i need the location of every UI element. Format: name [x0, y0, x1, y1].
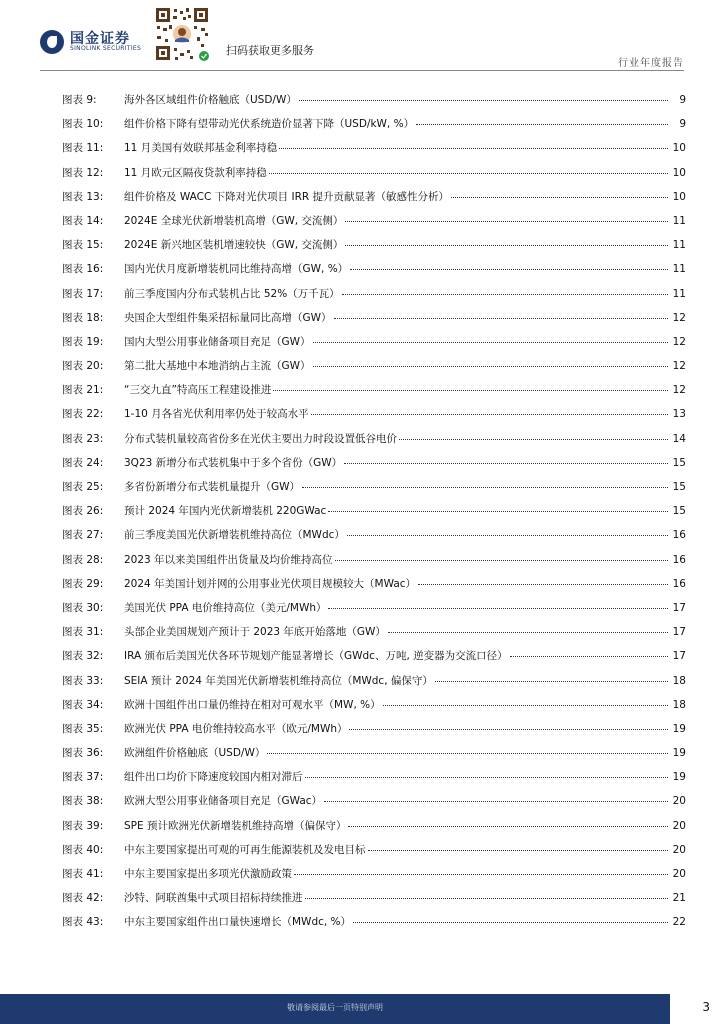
toc-entry-label: 图表 30: — [62, 601, 104, 614]
toc-entry-title: 分布式装机量较高省份多在光伏主要出力时段设置低谷电价 — [124, 432, 397, 445]
qr-caption: 扫码获取更多服务 — [226, 44, 314, 57]
toc-entry-title: 11 月欧元区隔夜贷款利率持稳 — [124, 166, 267, 179]
footer-disclaimer: 敬请参阅最后一页特别声明 — [287, 1003, 383, 1012]
toc-entry-page: 22 — [672, 916, 686, 929]
toc-entry-label: 图表 22: — [62, 408, 104, 421]
toc-dot-leader — [418, 584, 668, 585]
toc-entry[interactable] — [62, 334, 686, 358]
toc-dot-leader — [313, 366, 668, 367]
toc-entry-title: 前三季度国内分布式装机占比 52%（万千瓦） — [124, 287, 340, 300]
toc-entry-page: 16 — [672, 529, 686, 542]
toc-entry-page: 14 — [672, 432, 686, 445]
toc-dot-leader — [334, 318, 668, 319]
toc-entry-title: 美国光伏 PPA 电价维持高位（美元/MWh） — [124, 601, 327, 614]
toc-entry-label: 图表 23: — [62, 432, 104, 445]
toc-entry-page: 17 — [672, 601, 686, 614]
toc-entry[interactable] — [62, 890, 686, 914]
toc-entry-page: 18 — [672, 698, 686, 711]
toc-entry-title: SEIA 预计 2024 年美国光伏新增装机维持高位（MWdc, 偏保守） — [124, 674, 433, 687]
toc-dot-leader — [311, 414, 668, 415]
toc-entry[interactable] — [62, 842, 686, 866]
toc-entry-label: 图表 18: — [62, 311, 104, 324]
toc-entry[interactable] — [62, 745, 686, 769]
toc-entry-title: 中东主要国家提出多项光伏激励政策 — [124, 868, 292, 880]
toc-dot-leader — [388, 632, 668, 633]
toc-entry-label: 图表 40: — [62, 843, 104, 856]
toc-dot-leader — [435, 681, 668, 682]
toc-entry-page: 20 — [672, 795, 686, 808]
toc-dot-leader — [279, 148, 668, 149]
toc-dot-leader — [342, 294, 668, 295]
toc-dot-leader — [353, 922, 668, 923]
toc-entry-page: 16 — [672, 553, 686, 566]
logo-chinese-name: 国金证券 — [70, 30, 130, 47]
toc-entry-label: 图表 32: — [62, 650, 104, 663]
toc-entry-title: IRA 颁布后美国光伏各环节规划产能显著增长（GWdc、万吨, 逆变器为交流口径） — [124, 650, 508, 663]
toc-entry-title: 2024E 新兴地区装机增速较快（GW, 交流侧） — [124, 239, 344, 252]
toc-entry[interactable] — [62, 503, 686, 527]
sinolink-logo — [40, 30, 141, 54]
qr-code-icon[interactable] — [154, 6, 210, 62]
toc-entry-label: 图表 14: — [62, 214, 104, 227]
toc-dot-leader — [328, 608, 668, 609]
toc-entry-page: 19 — [672, 722, 686, 735]
toc-entry[interactable] — [62, 189, 686, 213]
toc-entry-page: 11 — [672, 287, 686, 300]
toc-entry-title: 欧洲大型公用事业储备项目充足（GWac） — [124, 795, 323, 808]
toc-entry[interactable] — [62, 600, 686, 624]
toc-entry[interactable] — [62, 140, 686, 164]
toc-entry[interactable] — [62, 697, 686, 721]
toc-dot-leader — [383, 705, 668, 706]
toc-entry-title: 前三季度美国光伏新增装机维持高位（MWdc） — [124, 529, 345, 542]
toc-entry-page: 11 — [672, 263, 686, 276]
toc-entry-title: 2024 年美国计划并网的公用事业光伏项目规模较大（MWac） — [124, 577, 417, 590]
toc-entry-page: 10 — [672, 142, 686, 155]
toc-entry[interactable] — [62, 818, 686, 842]
toc-dot-leader — [348, 826, 668, 827]
toc-entry-label: 图表 37: — [62, 771, 104, 784]
toc-entry-page: 15 — [672, 456, 686, 469]
toc-entry-label: 图表 28: — [62, 553, 104, 566]
toc-entry-label: 图表 39: — [62, 819, 104, 832]
toc-entry[interactable] — [62, 237, 686, 261]
toc-entry-title: 组件价格及 WACC 下降对光伏项目 IRR 提升贡献显著（敏感性分析） — [124, 190, 450, 203]
toc-entry[interactable] — [62, 648, 686, 672]
toc-dot-leader — [294, 874, 668, 875]
toc-entry[interactable] — [62, 261, 686, 285]
toc-entry-page: 9 — [679, 118, 686, 131]
toc-entry-label: 图表 29: — [62, 577, 104, 590]
toc-entry-title: 央国企大型组件集采招标量同比高增（GW） — [124, 311, 332, 324]
toc-entry-label: 图表 12: — [62, 166, 104, 179]
toc-entry-title: 3Q23 新增分布式装机集中于多个省份（GW） — [124, 456, 343, 469]
toc-entry-label: 图表 35: — [62, 722, 104, 735]
toc-dot-leader — [416, 124, 668, 125]
toc-entry[interactable] — [62, 479, 686, 503]
toc-entry-page: 20 — [672, 868, 686, 880]
toc-entry-title: 2023 年以来美国组件出货量及均价维持高位 — [124, 553, 333, 566]
toc-entry[interactable] — [62, 431, 686, 455]
toc-entry-page: 19 — [672, 771, 686, 784]
toc-entry-label: 图表 19: — [62, 335, 104, 348]
toc-entry-label: 图表 9: — [62, 94, 97, 106]
toc-entry-title: “三交九直”特高压工程建设推进 — [124, 384, 272, 397]
toc-entry-title: 2024E 全球光伏新增装机高增（GW, 交流侧） — [124, 214, 344, 227]
toc-entry-page: 11 — [672, 214, 686, 227]
toc-entry[interactable] — [62, 624, 686, 648]
toc-dot-leader — [324, 801, 668, 802]
toc-dot-leader — [273, 390, 668, 391]
toc-entry-title: SPE 预计欧洲光伏新增装机维持高增（偏保守） — [124, 819, 347, 832]
toc-entry[interactable] — [62, 92, 686, 116]
toc-dot-leader — [313, 342, 668, 343]
toc-entry-title: 11 月美国有效联邦基金利率持稳 — [124, 142, 278, 155]
toc-entry-page: 21 — [672, 892, 686, 905]
page-number: 3 — [702, 1000, 710, 1014]
toc-dot-leader — [328, 511, 668, 512]
toc-entry[interactable] — [62, 793, 686, 817]
toc-entry-title: 预计 2024 年国内光伏新增装机 220GWac — [124, 505, 327, 518]
toc-dot-leader — [347, 535, 668, 536]
toc-entry-page: 12 — [672, 384, 686, 397]
toc-entry-title: 组件价格下降有望带动光伏系统造价显著下降（USD/kW, %） — [124, 118, 415, 131]
toc-entry[interactable] — [62, 213, 686, 237]
toc-entry-page: 19 — [672, 747, 686, 760]
toc-entry-page: 20 — [672, 843, 686, 856]
toc-entry-page: 15 — [672, 481, 686, 493]
toc-entry-page: 12 — [672, 311, 686, 324]
toc-entry-label: 图表 25: — [62, 481, 104, 493]
header-divider — [40, 70, 684, 71]
toc-entry-title: 欧洲组件价格触底（USD/W） — [124, 747, 266, 760]
toc-entry-label: 图表 36: — [62, 747, 104, 760]
toc-entry-page: 12 — [672, 335, 686, 348]
toc-entry-label: 图表 41: — [62, 868, 104, 880]
toc-entry[interactable] — [62, 769, 686, 793]
toc-entry[interactable] — [62, 673, 686, 697]
toc-dot-leader — [305, 777, 669, 778]
document-type-label: 行业年度报告 — [618, 58, 684, 69]
toc-dot-leader — [349, 729, 668, 730]
toc-entry-page: 11 — [672, 239, 686, 252]
toc-entry[interactable] — [62, 866, 686, 890]
toc-entry[interactable] — [62, 358, 686, 382]
toc-entry-label: 图表 10: — [62, 118, 104, 131]
toc-dot-leader — [269, 173, 668, 174]
toc-entry[interactable] — [62, 310, 686, 334]
toc-entry-title: 国内大型公用事业储备项目充足（GW） — [124, 335, 311, 348]
toc-dot-leader — [510, 656, 668, 657]
toc-entry[interactable] — [62, 914, 686, 938]
toc-entry-title: 组件出口均价下降速度较国内相对滞后 — [124, 771, 303, 784]
toc-dot-leader — [299, 100, 668, 101]
toc-entry-title: 欧洲光伏 PPA 电价维持较高水平（欧元/MWh） — [124, 722, 348, 735]
toc-entry[interactable] — [62, 406, 686, 430]
toc-entry[interactable] — [62, 527, 686, 551]
toc-entry-label: 图表 11: — [62, 142, 104, 155]
toc-entry-label: 图表 43: — [62, 916, 104, 929]
toc-entry-page: 17 — [672, 650, 686, 663]
toc-entry-label: 图表 31: — [62, 626, 104, 639]
toc-entry-label: 图表 42: — [62, 892, 104, 905]
toc-entry-label: 图表 38: — [62, 795, 104, 808]
page-header — [0, 0, 724, 78]
toc-entry[interactable] — [62, 576, 686, 600]
logo-english-name: SINOLINK SECURITIES — [70, 45, 142, 53]
toc-entry-title: 中东主要国家提出可观的可再生能源装机及发电目标 — [124, 843, 366, 856]
toc-dot-leader — [305, 898, 669, 899]
toc-entry-page: 17 — [672, 626, 686, 639]
toc-dot-leader — [335, 560, 668, 561]
figure-index-list — [62, 92, 686, 939]
toc-entry-page: 12 — [672, 360, 686, 373]
toc-entry-label: 图表 16: — [62, 263, 104, 276]
toc-entry-label: 图表 13: — [62, 190, 104, 203]
toc-entry-label: 图表 20: — [62, 360, 104, 373]
page-footer — [0, 994, 724, 1024]
toc-entry-page: 16 — [672, 577, 686, 590]
toc-entry-page: 18 — [672, 674, 686, 687]
toc-entry-title: 国内光伏月度新增装机同比维持高增（GW, %） — [124, 263, 349, 276]
toc-dot-leader — [345, 221, 668, 222]
toc-entry-label: 图表 33: — [62, 674, 104, 687]
toc-dot-leader — [345, 245, 668, 246]
toc-entry-title: 第二批大基地中本地消纳占主流（GW） — [124, 360, 311, 373]
toc-entry-label: 图表 15: — [62, 239, 104, 252]
toc-entry[interactable] — [62, 455, 686, 479]
toc-dot-leader — [302, 487, 668, 488]
toc-entry-title: 多省份新增分布式装机量提升（GW） — [124, 481, 301, 493]
toc-dot-leader — [451, 197, 668, 198]
toc-entry-label: 图表 17: — [62, 287, 104, 300]
toc-entry-page: 20 — [672, 819, 686, 832]
toc-entry[interactable] — [62, 165, 686, 189]
toc-entry-title: 沙特、阿联酋集中式项目招标持续推进 — [124, 892, 303, 905]
toc-dot-leader — [399, 439, 668, 440]
toc-dot-leader — [344, 463, 668, 464]
toc-entry[interactable] — [62, 382, 686, 406]
toc-entry-label: 图表 24: — [62, 456, 104, 469]
toc-entry-title: 1-10 月各省光伏利用率仍处于较高水平 — [124, 408, 309, 421]
toc-entry-label: 图表 26: — [62, 505, 104, 518]
toc-dot-leader — [267, 753, 668, 754]
toc-entry-label: 图表 21: — [62, 384, 104, 397]
toc-dot-leader — [350, 269, 668, 270]
toc-entry-title: 海外各区域组件价格触底（USD/W） — [124, 94, 297, 106]
toc-entry[interactable] — [62, 552, 686, 576]
sinolink-logo-mark — [40, 30, 64, 54]
toc-entry-page: 15 — [672, 505, 686, 518]
toc-entry-page: 9 — [679, 94, 686, 106]
toc-entry-page: 10 — [672, 190, 686, 203]
toc-dot-leader — [368, 850, 669, 851]
toc-entry-page: 10 — [672, 166, 686, 179]
toc-entry[interactable] — [62, 721, 686, 745]
toc-entry-title: 中东主要国家组件出口量快速增长（MWdc, %） — [124, 916, 352, 929]
toc-entry-label: 图表 34: — [62, 698, 104, 711]
toc-entry-label: 图表 27: — [62, 529, 104, 542]
toc-entry-title: 欧洲十国组件出口量仍维持在相对可观水平（MW, %） — [124, 698, 381, 711]
toc-entry-title: 头部企业美国规划产预计于 2023 年底开始落地（GW） — [124, 626, 386, 639]
toc-entry[interactable] — [62, 286, 686, 310]
toc-entry[interactable] — [62, 116, 686, 140]
toc-entry-page: 13 — [672, 408, 686, 421]
